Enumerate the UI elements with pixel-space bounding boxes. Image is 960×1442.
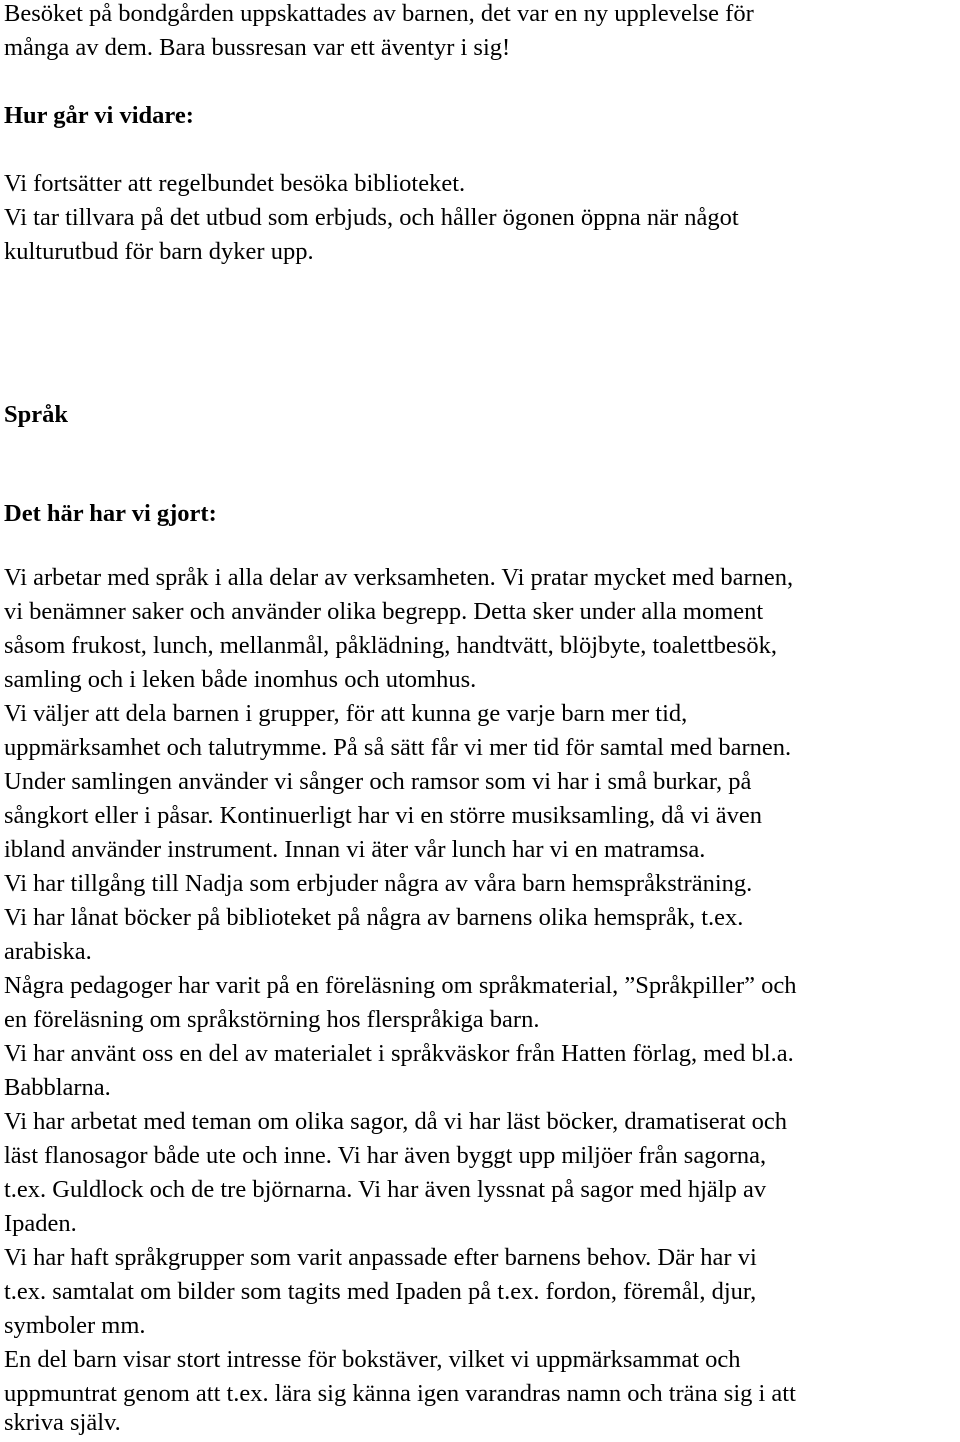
sprak-line-10: Vi har tillgång till Nadja som erbjuder några av våra barn hemspråksträning. (4, 870, 753, 897)
sprak-line-6: uppmärksamhet och talutrymme. På så sätt får vi mer tid för samtal med barnen. (4, 734, 792, 761)
intro-line-1: Besöket på bondgården uppskattades av barnen, det var en ny upplevelse för (4, 0, 754, 27)
sprak-line-17: Vi har arbetat med teman om olika sagor, då vi har läst böcker, dramatiserat och (4, 1108, 787, 1135)
sprak-line-11: Vi har lånat böcker på biblioteket på några av barnens olika hemspråk, t.ex. (4, 904, 744, 931)
sprak-line-7: Under samlingen använder vi sånger och ramsor som vi har i små burkar, på (4, 768, 752, 795)
sprak-line-1: Vi arbetar med språk i alla delar av verksamheten. Vi pratar mycket med barnen, (4, 564, 794, 591)
sprak-line-22: t.ex. samtalat om bilder som tagits med Ipaden på t.ex. fordon, föremål, djur, (4, 1278, 757, 1305)
sprak-line-8: sångkort eller i påsar. Kontinuerligt har vi en större musiksamling, då vi även (4, 802, 762, 829)
next-steps-line-1: Vi fortsätter att regelbundet besöka biblioteket. (4, 170, 466, 197)
sprak-line-24: En del barn visar stort intresse för bokstäver, vilket vi uppmärksammat och (4, 1346, 741, 1373)
sprak-line-18: läst flanosagor både ute och inne. Vi har även byggt upp miljöer från sagorna, (4, 1142, 767, 1169)
next-steps-heading: Hur går vi vidare: (4, 102, 194, 129)
sprak-line-19: t.ex. Guldlock och de tre björnarna. Vi har även lyssnat på sagor med hjälp av (4, 1176, 767, 1203)
sprak-line-16: Babblarna. (4, 1074, 111, 1101)
sprak-line-9: ibland använder instrument. Innan vi äter vår lunch har vi en matramsa. (4, 836, 706, 863)
sprak-line-21: Vi har haft språkgrupper som varit anpassade efter barnens behov. Där har vi (4, 1244, 757, 1271)
sprak-line-14: en föreläsning om språkstörning hos flerspråkiga barn. (4, 1006, 540, 1033)
sprak-line-25: uppmuntrat genom att t.ex. lära sig känna igen varandras namn och träna sig i att (4, 1380, 796, 1407)
sprak-line-23: symboler mm. (4, 1312, 146, 1339)
section-title-sprak: Språk (4, 401, 69, 428)
sprak-line-12: arabiska. (4, 938, 92, 965)
next-steps-line-3: kulturutbud för barn dyker upp. (4, 238, 314, 265)
sprak-line-20: Ipaden. (4, 1210, 77, 1237)
sprak-line-3: såsom frukost, lunch, mellanmål, påklädning, handtvätt, blöjbyte, toalettbesök, (4, 632, 777, 659)
sprak-line-26: skriva själv. (4, 1409, 121, 1436)
next-steps-line-2: Vi tar tillvara på det utbud som erbjuds, och håller ögonen öppna när något (4, 204, 739, 231)
sprak-line-15: Vi har använt oss en del av materialet i språkväskor från Hatten förlag, med bl.a. (4, 1040, 794, 1067)
sprak-subheading: Det här har vi gjort: (4, 500, 217, 527)
sprak-line-2: vi benämner saker och använder olika begrepp. Detta sker under alla moment (4, 598, 764, 625)
sprak-line-13: Några pedagoger har varit på en föreläsning om språkmaterial, ”Språkpiller” och (4, 972, 797, 999)
sprak-line-5: Vi väljer att dela barnen i grupper, för att kunna ge varje barn mer tid, (4, 700, 688, 727)
intro-line-2: många av dem. Bara bussresan var ett äventyr i sig! (4, 34, 511, 61)
sprak-line-4: samling och i leken både inomhus och utomhus. (4, 666, 477, 693)
